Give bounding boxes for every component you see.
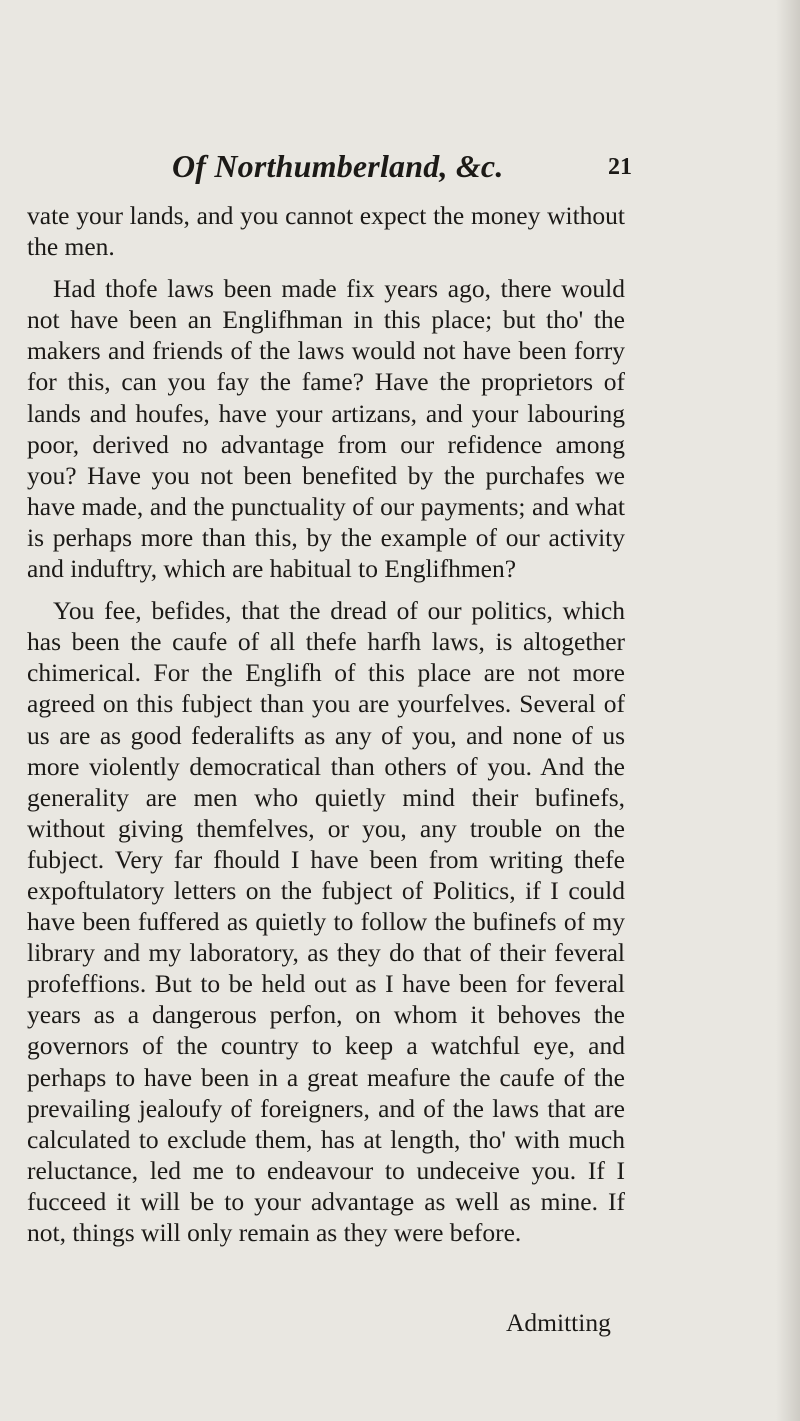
page-header — [172, 148, 632, 188]
paragraph-continuation: vate your lands, and you cannot expect the money without the men. — [27, 201, 625, 262]
paragraph: You fee, befides, that the dread of our politics, which has been the caufe of all thefe harfh laws, is altogether chimerical. For the Englifh of this place are not more agreed on this fubject than you are yourfelves. Several of us are as good federalifts as any of you, and none of us more violently democratical than others of you. And the generality are men who quietly mind their bufinefs, without giving themfelves, or you, any trouble on the fubject. Very far fhould I have been from writing thefe expoftulatory letters on the fubject of Politics, if I could have been fuffered as quietly to follow the bufinefs of my library and my laboratory, as they do that of their feveral profeffions. But to be held out as I have been for feveral years as a dangerous perfon, on whom it behoves the governors of the country to keep a watchful eye, and perhaps to have been in a great meafure the caufe of the prevailing jealoufy of foreigners, and of the laws that are calculated to exclude them, has at length, tho' with much reluctance, led me to endeavour to undeceive you. If I fucceed it will be to your advantage as well as mine. If not, things will only remain as they were before. — [27, 596, 625, 1247]
paragraph: Had thofe laws been made fix years ago, there would not have been an Englifhman in this place; but tho' the makers and friends of the laws would not have been forry for this, can you fay the fame? Have the proprietors of lands and houfes, have your artizans, and your labouring poor, derived no advantage from our refidence among you? Have you not been benefited by the purchafes we have made, and the punctuality of our payments; and what is perhaps more than this, by the example of our activity and induftry, which are habitual to Englifhmen? — [27, 274, 625, 584]
page-edge-shadow — [776, 0, 800, 1421]
catchword: Admitting — [506, 1308, 611, 1337]
page-number: 21 — [608, 154, 632, 180]
running-head: Of Northumberland, &c. — [172, 148, 504, 184]
body-text — [27, 200, 625, 1248]
